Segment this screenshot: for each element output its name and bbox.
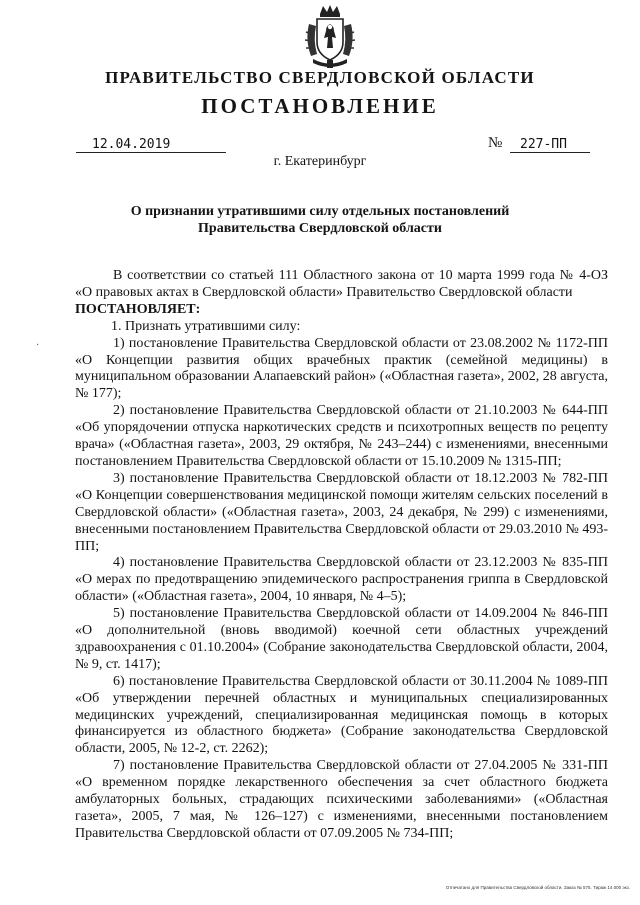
document-date: 12.04.2019 [76, 137, 226, 153]
list-item: 6) постановление Правительства Свердловской области от 30.11.2004 № 1089-ПП «Об утверждении перечней областных и муниципальных специализированных медицинских учреждений, специализированная медицинская помощь в которых финансируется из областного бюджета» (Собрание законодательства Свердловской области, 2005, № 12-2, ст. 2262); [75, 673, 608, 757]
number-sign: № [488, 135, 503, 151]
print-footer: Отпечатано для Правительства Свердловской области. Заказ № 575. Тираж 14 000 экз. [445, 885, 630, 890]
list-item: 3) постановление Правительства Свердловской области от 18.12.2003 № 782-ПП «О Концепции совершенствования медицинской помощи жителям сельских поселений в Свердловской области» («Областная газета», 2003, 24 декабря, № 299) с изменениями, внесенными постановлением Правительства Свердловской области от 29.03.2010 № 493-ПП; [75, 470, 608, 554]
list-item: 5) постановление Правительства Свердловской области от 14.09.2004 № 846-ПП «О дополнительной (вновь вводимой) коечной сети областных учреждений здравоохранения с 01.10.2004» (Собрание законодательства Свердловской области, 2004, № 9, ст. 1417); [75, 606, 608, 672]
document-subject [0, 203, 640, 237]
list-item: 1) постановление Правительства Свердловской области от 23.08.2002 № 1172-ПП «О Концепции развития общих врачебных практик (семейной медицины) в муниципальном образовании Алапаевский район» («Областная газета», 2002, 28 августа, № 177); [75, 335, 608, 402]
subject-line-2: Правительства Свердловской области [198, 221, 442, 236]
clause-1: 1. Признать утратившими силу: [111, 318, 301, 334]
list-item: 2) постановление Правительства Свердловской области от 21.10.2003 № 644-ПП «Об упорядочении отпуска наркотических средств и психотропных веществ по рецепту врача» («Областная газета», 2003, 29 октября, № 243–244) с изменениями, внесенными постановлением Правительства Свердловской области от 15.10.2009 № 1315-ПП; [75, 403, 608, 469]
government-title: ПРАВИТЕЛЬСТВО СВЕРДЛОВСКОЙ ОБЛАСТИ [105, 68, 535, 87]
document-body [75, 268, 608, 843]
resolves-heading: ПОСТАНОВЛЯЕТ: [75, 301, 201, 317]
list-item: 4) постановление Правительства Свердловской области от 23.12.2003 № 835-ПП «О мерах по предотвращению эпидемического распространения гриппа в Свердловской области» («Областная газета», 2004, 10 января, № 4–5); [75, 555, 608, 605]
margin-mark: · [36, 340, 40, 351]
city: г. Екатеринбург [273, 154, 367, 169]
document-type: ПОСТАНОВЛЕНИЕ [201, 94, 439, 118]
subject-line-1: О признании утратившими силу отдельных постановлений [130, 204, 510, 219]
document-number: 227-ПП [510, 137, 590, 153]
preamble: В соответствии со статьей 111 Областного закона от 10 марта 1999 года № 4-ОЗ «О правовых актах в Свердловской области» Правительство Свердловской области [75, 268, 608, 300]
list-item: 7) постановление Правительства Свердловской области от 27.04.2005 № 331-ПП «О временном порядке лекарственного обеспечения за счет областного бюджета амбулаторных больных, страдающих психическими заболеваниями» («Областная газета», 2005, 7 мая, № 126–127) с изменениями, внесенными постановлением Правительства Свердловской области от 07.09.2005 № 734-ПП; [75, 758, 608, 841]
coat-of-arms-icon [303, 4, 357, 70]
